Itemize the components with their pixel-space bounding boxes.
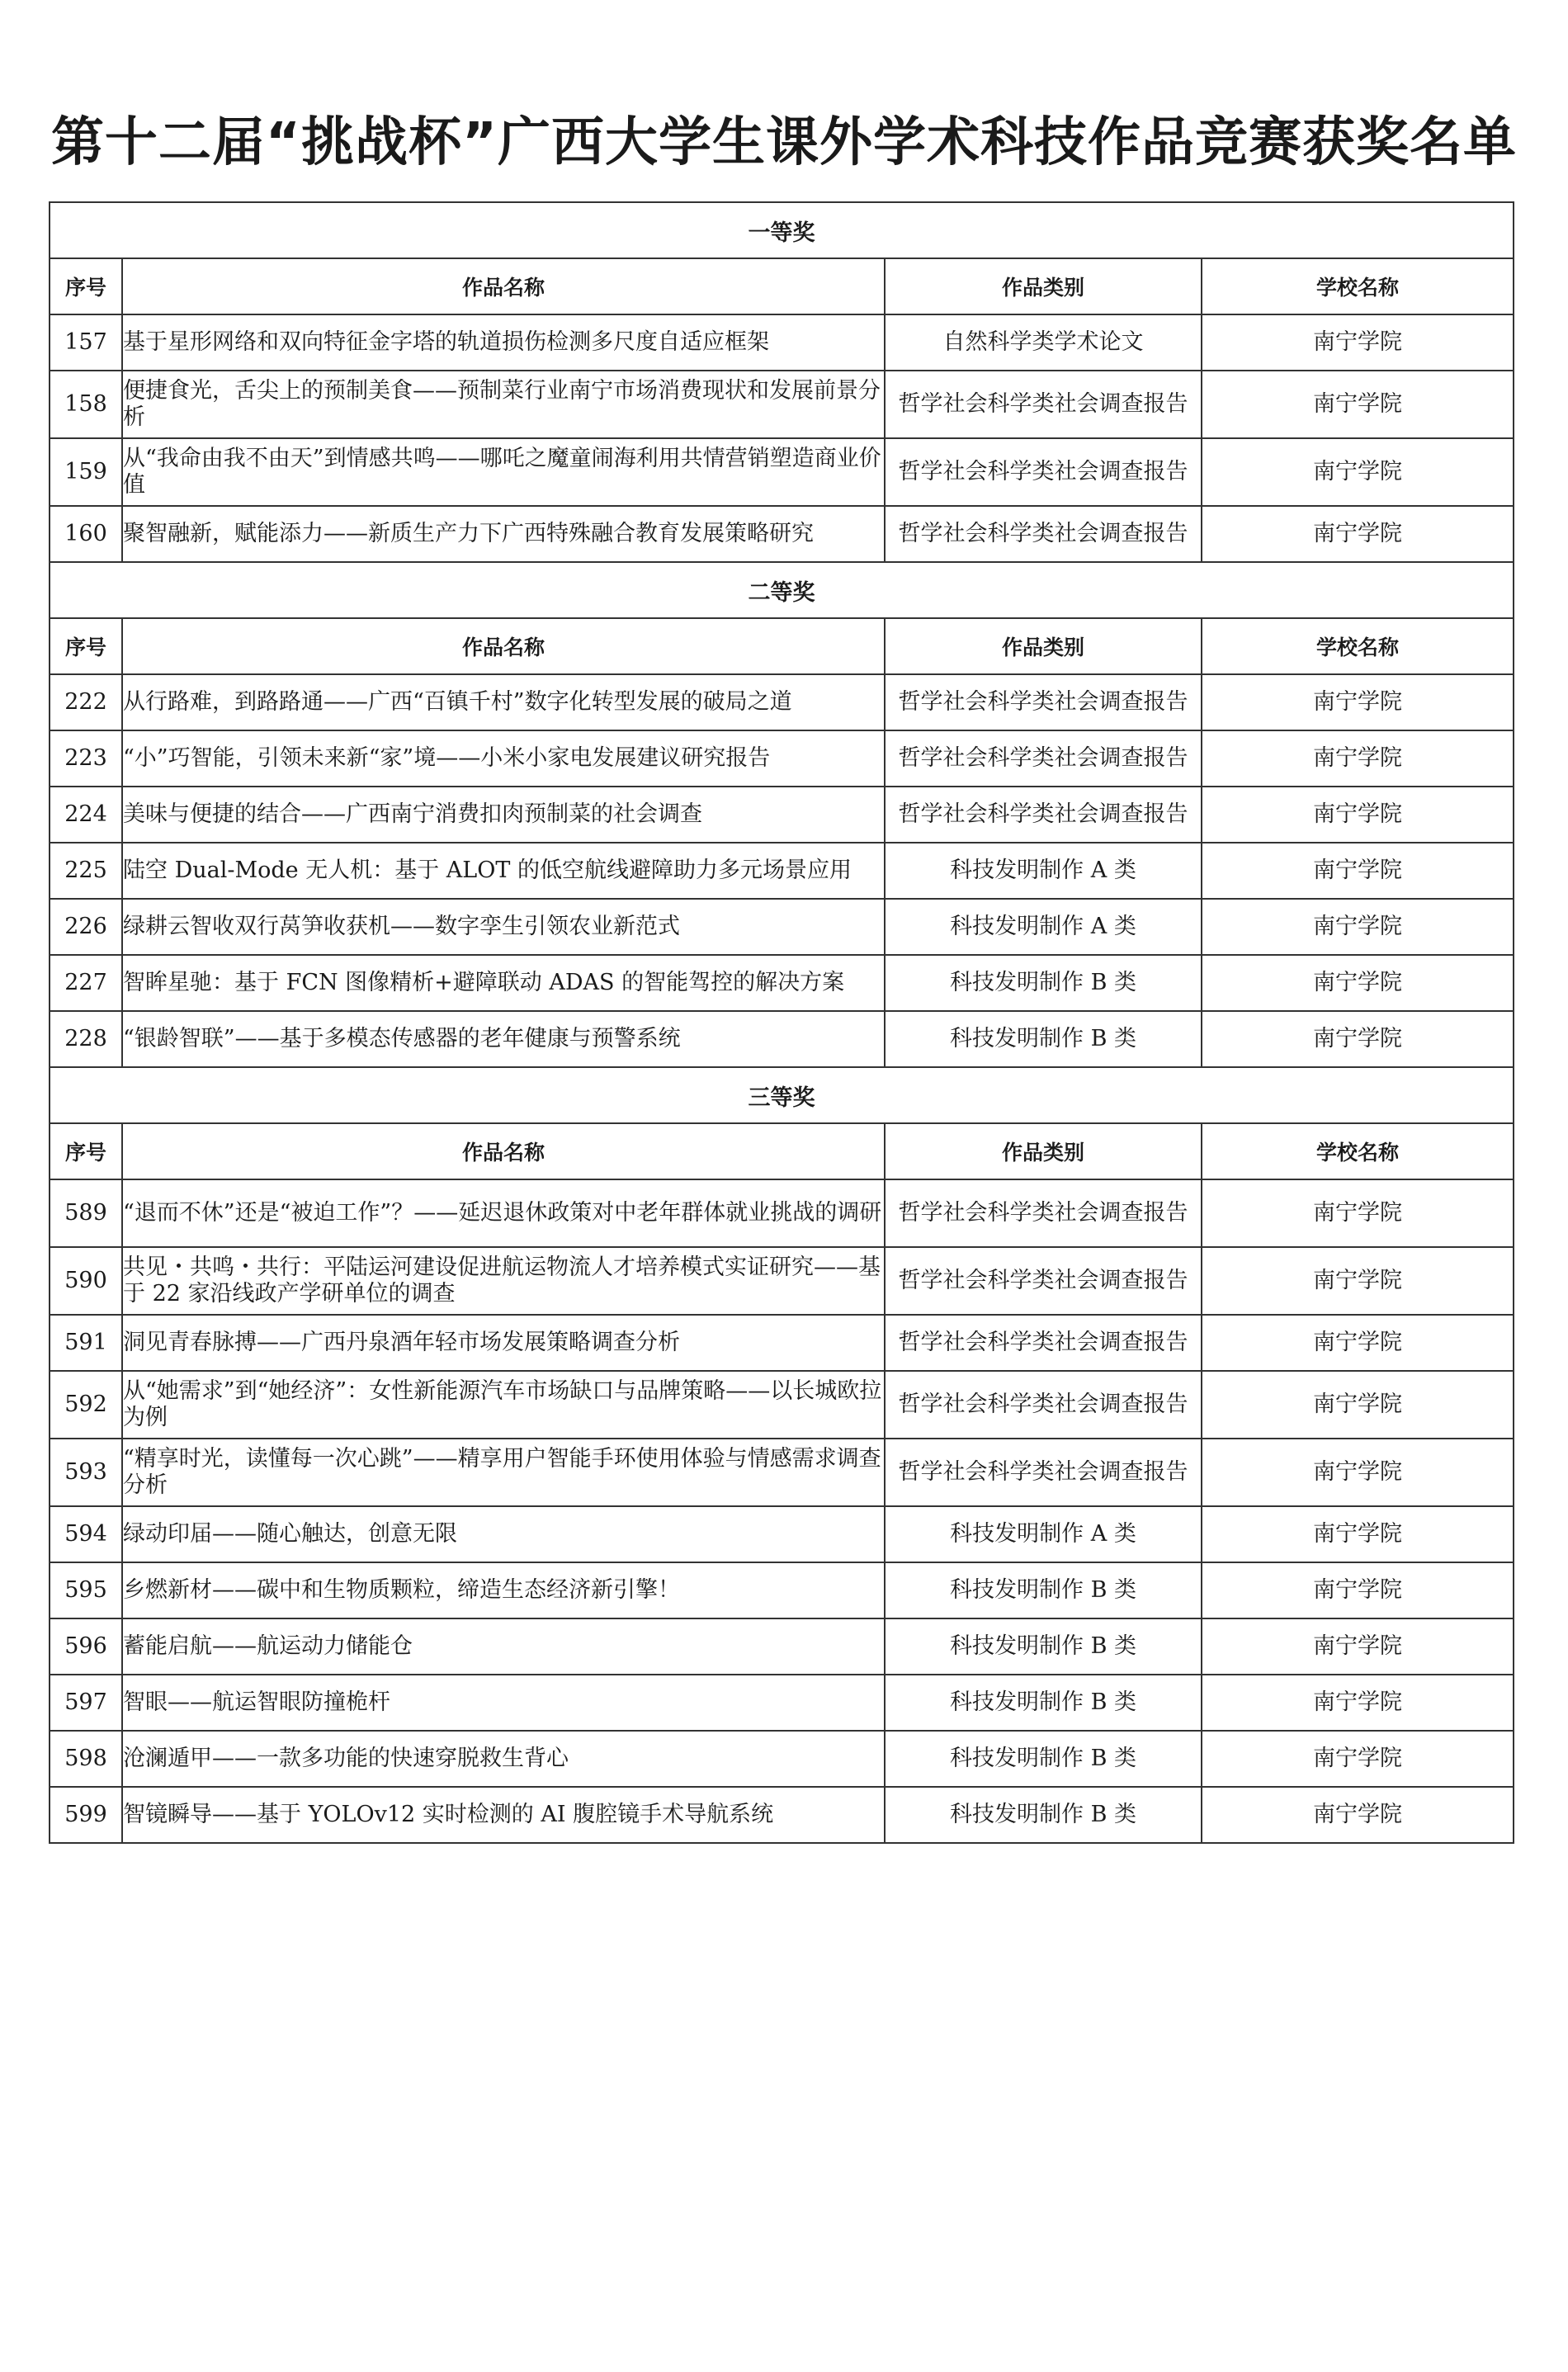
award-section-title	[50, 202, 1514, 258]
serial-number: 593	[50, 1439, 122, 1506]
table-row	[50, 1618, 1514, 1675]
work-category: 科技发明制作 A 类	[885, 1506, 1202, 1562]
table-row	[50, 787, 1514, 843]
table-row	[50, 899, 1514, 955]
section-label: 三等奖	[50, 1067, 1514, 1123]
serial-number: 158	[50, 371, 122, 438]
table-row	[50, 1439, 1514, 1506]
table-row	[50, 1731, 1514, 1787]
work-name: 智眼——航运智眼防撞桅杆	[122, 1675, 885, 1731]
work-category: 科技发明制作 A 类	[885, 843, 1202, 899]
work-category: 科技发明制作 B 类	[885, 1675, 1202, 1731]
school-name: 南宁学院	[1202, 1371, 1514, 1439]
section-label: 二等奖	[50, 562, 1514, 618]
school-name: 南宁学院	[1202, 899, 1514, 955]
work-name: 绿动印届——随心触达，创意无限	[122, 1506, 885, 1562]
serial-number: 590	[50, 1247, 122, 1315]
work-category: 哲学社会科学类社会调查报告	[885, 730, 1202, 787]
school-name: 南宁学院	[1202, 1315, 1514, 1371]
work-category: 哲学社会科学类社会调查报告	[885, 674, 1202, 730]
school-name: 南宁学院	[1202, 1506, 1514, 1562]
serial-number: 592	[50, 1371, 122, 1439]
work-name: 沧澜遁甲——一款多功能的快速穿脱救生背心	[122, 1731, 885, 1787]
work-name: 基于星形网络和双向特征金字塔的轨道损伤检测多尺度自适应框架	[122, 314, 885, 371]
table-row	[50, 1011, 1514, 1067]
work-category: 哲学社会科学类社会调查报告	[885, 506, 1202, 562]
header-work-name: 作品名称	[122, 1123, 885, 1179]
work-name: 智镜瞬导——基于 YOLOv12 实时检测的 AI 腹腔镜手术导航系统	[122, 1787, 885, 1843]
school-name: 南宁学院	[1202, 1011, 1514, 1067]
table-header-row	[50, 1123, 1514, 1179]
table-row	[50, 1371, 1514, 1439]
school-name: 南宁学院	[1202, 843, 1514, 899]
work-category: 科技发明制作 B 类	[885, 955, 1202, 1011]
school-name: 南宁学院	[1202, 787, 1514, 843]
serial-number: 223	[50, 730, 122, 787]
work-category: 哲学社会科学类社会调查报告	[885, 1179, 1202, 1247]
serial-number: 591	[50, 1315, 122, 1371]
award-section-title	[50, 1067, 1514, 1123]
table-row	[50, 674, 1514, 730]
table-row	[50, 314, 1514, 371]
school-name: 南宁学院	[1202, 674, 1514, 730]
header-school-name: 学校名称	[1202, 258, 1514, 314]
school-name: 南宁学院	[1202, 506, 1514, 562]
serial-number: 589	[50, 1179, 122, 1247]
work-category: 哲学社会科学类社会调查报告	[885, 1371, 1202, 1439]
table-header-row	[50, 618, 1514, 674]
table-header-row	[50, 258, 1514, 314]
table-row	[50, 438, 1514, 506]
award-table	[49, 201, 1514, 1844]
serial-number: 157	[50, 314, 122, 371]
table-row	[50, 1315, 1514, 1371]
work-name: “退而不休”还是“被迫工作”？——延迟退休政策对中老年群体就业挑战的调研	[122, 1179, 885, 1247]
header-serial-number: 序号	[50, 1123, 122, 1179]
school-name: 南宁学院	[1202, 1247, 1514, 1315]
table-row	[50, 1506, 1514, 1562]
work-name: 陆空 Dual-Mode 无人机：基于 ALOT 的低空航线避障助力多元场景应用	[122, 843, 885, 899]
work-name: 从行路难，到路路通——广西“百镇千村”数字化转型发展的破局之道	[122, 674, 885, 730]
page-title: 第十二届“挑战杯”广西大学生课外学术科技作品竞赛获奖名单	[50, 112, 1518, 173]
table-row	[50, 371, 1514, 438]
school-name: 南宁学院	[1202, 371, 1514, 438]
table-row	[50, 843, 1514, 899]
header-school-name: 学校名称	[1202, 1123, 1514, 1179]
serial-number: 595	[50, 1562, 122, 1618]
table-row	[50, 1247, 1514, 1315]
header-serial-number: 序号	[50, 258, 122, 314]
serial-number: 159	[50, 438, 122, 506]
serial-number: 226	[50, 899, 122, 955]
school-name: 南宁学院	[1202, 1731, 1514, 1787]
school-name: 南宁学院	[1202, 314, 1514, 371]
header-work-category: 作品类别	[885, 258, 1202, 314]
serial-number: 596	[50, 1618, 122, 1675]
school-name: 南宁学院	[1202, 1787, 1514, 1843]
school-name: 南宁学院	[1202, 438, 1514, 506]
serial-number: 222	[50, 674, 122, 730]
work-name: 洞见青春脉搏——广西丹泉酒年轻市场发展策略调查分析	[122, 1315, 885, 1371]
work-name: “银龄智联”——基于多模态传感器的老年健康与预警系统	[122, 1011, 885, 1067]
work-name: 共见・共鸣・共行：平陆运河建设促进航运物流人才培养模式实证研究——基于 22 家沿线政产学研单位的调查	[122, 1247, 885, 1315]
table-row	[50, 730, 1514, 787]
serial-number: 594	[50, 1506, 122, 1562]
table-row	[50, 1675, 1514, 1731]
school-name: 南宁学院	[1202, 730, 1514, 787]
header-school-name: 学校名称	[1202, 618, 1514, 674]
work-name: 便捷食光，舌尖上的预制美食——预制菜行业南宁市场消费现状和发展前景分析	[122, 371, 885, 438]
work-category: 科技发明制作 B 类	[885, 1011, 1202, 1067]
header-work-category: 作品类别	[885, 618, 1202, 674]
work-category: 哲学社会科学类社会调查报告	[885, 1247, 1202, 1315]
work-category: 科技发明制作 B 类	[885, 1562, 1202, 1618]
serial-number: 598	[50, 1731, 122, 1787]
school-name: 南宁学院	[1202, 1179, 1514, 1247]
work-name: 绿耕云智收双行莴笋收获机——数字孪生引领农业新范式	[122, 899, 885, 955]
work-name: 从“她需求”到“她经济”：女性新能源汽车市场缺口与品牌策略——以长城欧拉为例	[122, 1371, 885, 1439]
work-category: 哲学社会科学类社会调查报告	[885, 371, 1202, 438]
table-row	[50, 506, 1514, 562]
award-section-title	[50, 562, 1514, 618]
serial-number: 225	[50, 843, 122, 899]
work-category: 哲学社会科学类社会调查报告	[885, 1315, 1202, 1371]
work-category: 科技发明制作 B 类	[885, 1787, 1202, 1843]
work-name: 从“我命由我不由天”到情感共鸣——哪吒之魔童闹海利用共情营销塑造商业价值	[122, 438, 885, 506]
work-category: 自然科学类学术论文	[885, 314, 1202, 371]
header-work-category: 作品类别	[885, 1123, 1202, 1179]
section-label: 一等奖	[50, 202, 1514, 258]
work-name: “精享时光，读懂每一次心跳”——精享用户智能手环使用体验与情感需求调查分析	[122, 1439, 885, 1506]
work-name: “小”巧智能，引领未来新“家”境——小米小家电发展建议研究报告	[122, 730, 885, 787]
table-row	[50, 1562, 1514, 1618]
header-serial-number: 序号	[50, 618, 122, 674]
serial-number: 599	[50, 1787, 122, 1843]
table-row	[50, 1787, 1514, 1843]
work-name: 聚智融新，赋能添力——新质生产力下广西特殊融合教育发展策略研究	[122, 506, 885, 562]
school-name: 南宁学院	[1202, 955, 1514, 1011]
table-row	[50, 955, 1514, 1011]
work-name: 智眸星驰：基于 FCN 图像精析+避障联动 ADAS 的智能驾控的解决方案	[122, 955, 885, 1011]
work-category: 科技发明制作 B 类	[885, 1618, 1202, 1675]
work-name: 乡燃新材——碳中和生物质颗粒，缔造生态经济新引擎！	[122, 1562, 885, 1618]
header-work-name: 作品名称	[122, 258, 885, 314]
serial-number: 228	[50, 1011, 122, 1067]
work-category: 科技发明制作 B 类	[885, 1731, 1202, 1787]
school-name: 南宁学院	[1202, 1675, 1514, 1731]
work-name: 美味与便捷的结合——广西南宁消费扣肉预制菜的社会调查	[122, 787, 885, 843]
work-category: 哲学社会科学类社会调查报告	[885, 1439, 1202, 1506]
table-row	[50, 1179, 1514, 1247]
work-category: 哲学社会科学类社会调查报告	[885, 438, 1202, 506]
serial-number: 224	[50, 787, 122, 843]
header-work-name: 作品名称	[122, 618, 885, 674]
work-name: 蓄能启航——航运动力储能仓	[122, 1618, 885, 1675]
serial-number: 227	[50, 955, 122, 1011]
serial-number: 160	[50, 506, 122, 562]
school-name: 南宁学院	[1202, 1618, 1514, 1675]
school-name: 南宁学院	[1202, 1562, 1514, 1618]
school-name: 南宁学院	[1202, 1439, 1514, 1506]
work-category: 科技发明制作 A 类	[885, 899, 1202, 955]
serial-number: 597	[50, 1675, 122, 1731]
work-category: 哲学社会科学类社会调查报告	[885, 787, 1202, 843]
award-table-body	[50, 202, 1514, 1843]
